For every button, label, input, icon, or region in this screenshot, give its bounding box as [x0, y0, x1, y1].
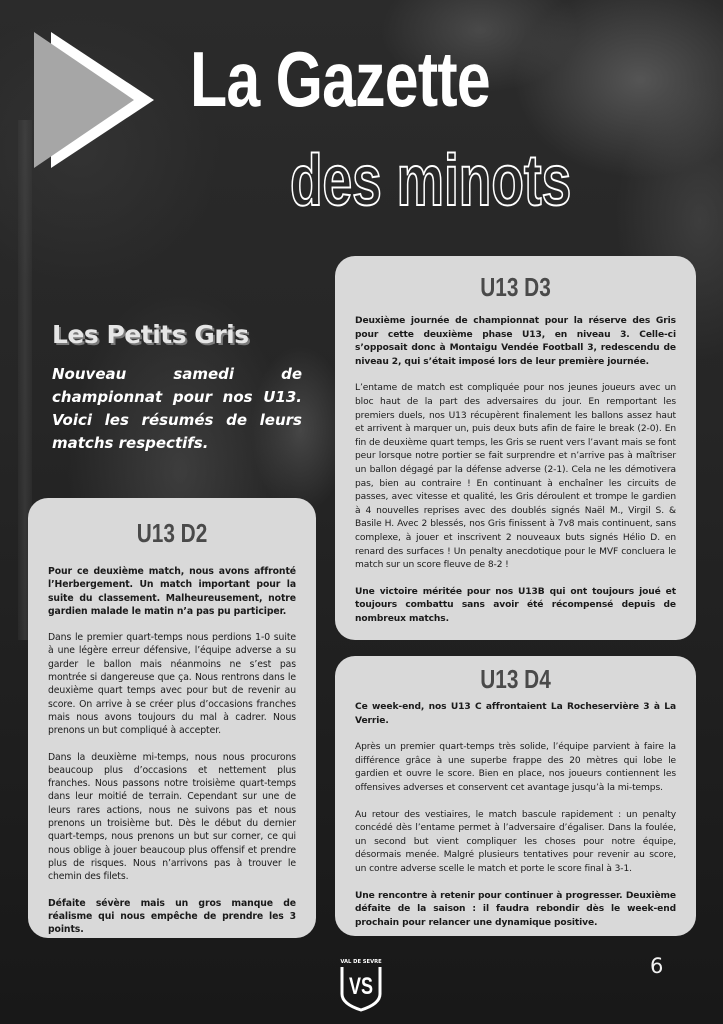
article-card-u13-d2: [28, 498, 316, 938]
article-lead: Pour ce deuxième match, nous avons affronté l’Herbergement. Un match important pour la suite du classement. Malheureusement, notre gardien malade le matin n’a pas pu participer.: [48, 566, 296, 617]
article-title: U13 D4: [480, 664, 551, 694]
article-body-2: Dans la deuxième mi-temps, nous nous procurons beaucoup plus d’occasions et nettement plus franches. Nous passons notre troisième quart-temps dans leur moitié de terrain. Cependant sur une de leurs rares actions, nous ne suivons pas et nous prenons un troisième but. Dès le début du dernier quart-temps, nous prenons un but sur corner, ce qui nous oblige à jouer beaucoup plus offensif et prendre plus de risques. Nous n’arrivons pas à trouver le chemin des filets.: [48, 751, 296, 883]
article-body-1: Après un premier quart-temps très solide, l’équipe parvient à faire la différence grâce à une superbe frappe des 20 mètres qui lobe le gardien et ouvre le score. Bien en place, nos joueurs contiennent les offensives adverses et conservent cet avantage jusqu’à la mi-temps.: [355, 742, 676, 793]
article-conclusion: Une victoire méritée pour nos U13B qui ont toujours joué et toujours combattu sans avoir été récompensé depuis de nombreux matchs.: [355, 586, 676, 624]
play-triangle-icon: [24, 30, 154, 170]
article-conclusion: Une rencontre à retenir pour continuer à progresser. Deuxième défaite de la saison : il faudra rebondir dès le week-end prochain pour relancer une dynamique positive.: [355, 890, 676, 928]
article-body-2: Au retour des vestiaires, le match bascule rapidement : un penalty concédé dès l’entame permet à l’adversaire d’égaliser. Dans la foulée, un second but vient compliquer les choses pour notre équipe, désormais menée. Malgré plusieurs tentatives pour revenir au score, un contre adverse scelle le match et porte le score final à 3-1.: [355, 809, 676, 874]
intro-text: Nouveau samedi de championnat pour nos U13. Voici les résumés de leurs matchs respectifs.: [52, 365, 302, 452]
article-card-u13-d4: [335, 656, 696, 936]
article-body: L’entame de match est compliquée pour nos jeunes joueurs avec un bloc haut de la part des adversaires du jour. En remportant les premiers duels, nos U13 récupèrent finalement les ballons assez haut et arrivent à marquer un, puis deux buts afin de faire le break (2-0). En fin de deuxième quart temps, les Gris se ruent vers l’avant mais se font peur lorsque notre portier se fait surprendre et n’arrive pas à maîtriser un ballon dégagé par la défense adverse (2-1). Cela ne les démotivera pas, bien au contraire ! En continuant à enchaîner les circuits de passes, avec vitesse et qualité, les Gris déroulent et trompe le gardien à 4 nouvelles reprises avec des doublés signés Naël M., Virgil S. & Basile H. Avec 2 blessés, nos Gris finissent à 7v8 mais continuent, sans complexe, à jouer et inscrivent 2 nouveaux buts signés Hélio D. en renard des surfaces ! Un penalty anecdotique pour le MVF concluera le match sur un score fleuve de 8-2 !: [355, 383, 676, 571]
article-lead: Ce week-end, nos U13 C affrontaient La Rocheservière 3 à La Verrie.: [355, 702, 676, 726]
svg-text:VS: VS: [348, 973, 374, 1000]
page-number: 6: [650, 954, 664, 978]
section-heading: Les Petits Gris: [52, 320, 249, 349]
article-title: U13 D2: [136, 518, 208, 548]
svg-text:VAL DE SEVRE: VAL DE SEVRE: [340, 959, 382, 965]
club-logo-icon: [338, 956, 384, 1012]
gazette-title: La Gazette: [190, 35, 490, 123]
article-lead: Deuxième journée de championnat pour la réserve des Gris pour cette deuxième phase U13, en niveau 3. Celle-ci s’opposait donc à Montaigu Vendée Football 3, redescendu de niveau 2, qui s’était imposé lors de leur première journée.: [355, 316, 676, 367]
article-body-1: Dans le premier quart-temps nous perdions 1-0 suite à une légère erreur défensive, l’équipe adverse a su garder le ballon mais néanmoins ne s’est pas montrée si dangereuse que ça. Nous rentrons dans le deuxième quart temps avec pour but de revenir au score. On arrive à se créer plus d’occasions franches mais nous avons toujours du mal à cadrer. Nous prenons un but compliqué à accepter.: [48, 632, 296, 737]
article-conclusion: Défaite sévère mais un gros manque de réalisme qui nous empêche de prendre les 3 points.: [48, 897, 296, 936]
gazette-subtitle: des minots: [290, 141, 572, 221]
article-card-u13-d3: [335, 256, 696, 640]
article-title: U13 D3: [480, 272, 551, 302]
